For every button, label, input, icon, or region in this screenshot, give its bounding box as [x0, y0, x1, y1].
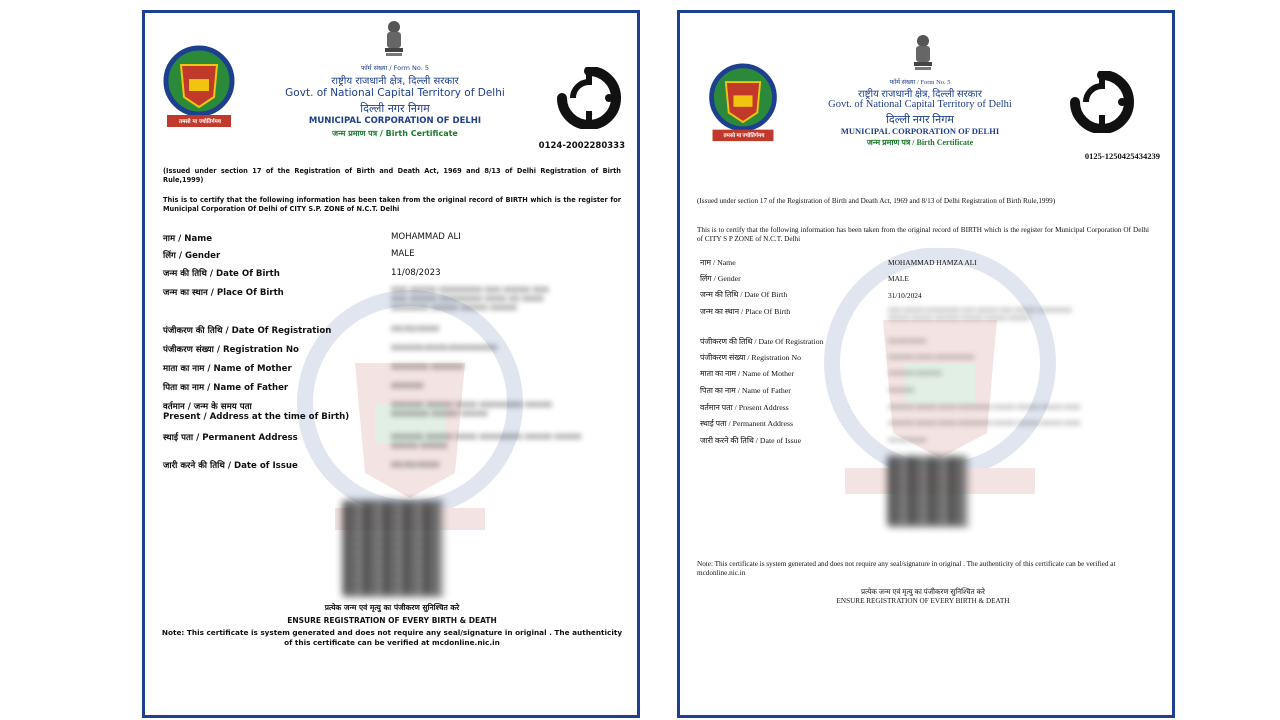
- redacted-father-name: XXXXXX: [888, 388, 914, 394]
- issued-under-text: (Issued under section 17 of the Registration of Birth and Death Act, 1969 and 8/13 of Delhi Registration of Birth Rule,1999): [163, 167, 621, 184]
- authenticity-note: Note: This certificate is system generated and does not require any seal/signature in original . The authenticity of this certificate can be verified at mcdonline.nic.in: [697, 560, 1116, 577]
- corp-hindi: दिल्ली नगर निगम: [360, 102, 430, 115]
- birth-certificate-title: जन्म प्रमाण पत्र / Birth Certificate: [332, 129, 458, 138]
- field-label-father-name: पिता का नाम / Name of Father: [700, 386, 791, 395]
- field-label-registration-no: पंजीकरण संख्या / Registration No: [163, 345, 299, 355]
- corp-english: MUNICIPAL CORPORATION OF DELHI: [840, 126, 1000, 136]
- redacted-mother-name: XXXXXXX XXXXXX: [391, 363, 464, 371]
- redacted-mother-name: XXXXXX XXXXXX: [888, 371, 942, 377]
- certify-text: This is to certify that the following information has been taken from the original record of BIRTH which is the register for Municipal Corporation Of Delhi of CITY S.P. ZONE of N.C.T. Delhi: [163, 196, 621, 213]
- national-emblem-icon: [381, 19, 407, 59]
- redacted-permanent-address: XXXXXX XXXXX XXXX XXXXXXXX XXXXX XXXXX XXXXX XXXXX: [391, 433, 582, 450]
- field-label-permanent-address: स्थाई पता / Permanent Address: [700, 419, 794, 428]
- field-label-date-of-issue: जारी करने की तिथि / Date of Issue: [163, 461, 298, 471]
- certificate-number: 0125-1250425434239: [1084, 151, 1160, 161]
- field-label-father-name: पिता का नाम / Name of Father: [163, 383, 289, 393]
- field-label-name: नाम / Name: [700, 258, 736, 267]
- footer-english: ENSURE REGISTRATION OF EVERY BIRTH & DEATH: [836, 597, 1010, 605]
- field-label-date-of-registration: पंजीकरण की तिथि / Date Of Registration: [700, 337, 824, 346]
- brand-logo-icon: [1066, 71, 1138, 133]
- redacted-registration-no: XXXXXX-XXXX-XXXXXXXXX: [888, 355, 975, 361]
- redacted-permanent-address: XXXXXX XXXXX XXXX XXXXXXXX XXXXX XXXXX XXXXX XXXX: [888, 421, 1081, 427]
- field-value-gender: MALE: [888, 274, 909, 283]
- footer-hindi: प्रत्येक जन्म एवं मृत्यु का पंजीकरण सुनिश्चित करे: [861, 588, 985, 596]
- form-number: फॉर्म संख्या / Form No. 5: [360, 64, 430, 72]
- field-label-date-of-registration: पंजीकरण की तिथि / Date Of Registration: [163, 326, 332, 336]
- brand-logo-icon: [553, 67, 625, 129]
- logo-motto: तमसो मा ज्योतिर्गमय: [178, 119, 221, 125]
- field-label-registration-no: पंजीकरण संख्या / Registration No: [700, 353, 802, 362]
- field-label-name: नाम / Name: [163, 234, 213, 244]
- field-label-present-address-english: Present / Address at the time of Birth): [163, 412, 350, 422]
- logo-motto: तमसो मा ज्योतिर्गमय: [723, 133, 765, 139]
- govt-hindi: राष्ट्रीय राजधानी क्षेत्र, दिल्ली सरकार: [331, 76, 459, 87]
- corp-english: MUNICIPAL CORPORATION OF DELHI: [308, 116, 482, 126]
- redacted-registration-no: XXXXXX-XXXX-XXXXXXXXX: [391, 344, 498, 352]
- field-value-name: MOHAMMAD HAMZA ALI: [888, 258, 977, 267]
- redacted-father-name: XXXXXX: [391, 382, 424, 390]
- field-label-place-of-birth: जन्म का स्थान / Place Of Birth: [163, 288, 284, 298]
- field-label-permanent-address: स्थाई पता / Permanent Address: [163, 433, 298, 443]
- national-emblem-icon: [910, 33, 936, 73]
- redacted-date-of-issue: XX/XX/XXXX: [391, 461, 440, 469]
- redacted-place-of-birth: XXX XXXXX XXXXXXXX XXX XXXXX XXX XXXXX XXXXXXXX XXXXX XXXXX XXXXXX XXXXX XXXXX XXXXX: [888, 308, 1072, 322]
- qr-code: [888, 456, 968, 526]
- govt-english: Govt. of National Capital Territory of Delhi: [828, 99, 1012, 110]
- redacted-place-of-birth: XXX XXXXX XXXXXXXX XXX XXXXX XXX XXX XXXXX XXXXXXXX XXXX XX XXXX XXXXXXX XXXXX XXXXX XXXXX: [391, 286, 549, 312]
- field-value-gender: MALE: [391, 249, 415, 259]
- birth-certificate-title: जन्म प्रमाण पत्र / Birth Certificate: [866, 138, 974, 147]
- field-value-name: MOHAMMAD ALI: [391, 232, 461, 242]
- issued-under-text: (Issued under section 17 of the Registration of Birth and Death Act, 1969 and 8/13 of Delhi Registration of Birth Rule,1999): [697, 197, 1056, 205]
- redacted-date-of-registration: XX/XX/XXXX: [888, 339, 926, 345]
- corp-hindi: दिल्ली नगर निगम: [886, 114, 954, 126]
- field-label-gender: लिंग / Gender: [700, 274, 741, 283]
- field-label-date-of-issue: जारी करने की तिथि / Date of Issue: [700, 436, 802, 445]
- field-label-dob: जन्म की तिथि / Date Of Birth: [163, 269, 280, 279]
- footer-hindi: प्रत्येक जन्म एवं मृत्यु का पंजीकरण सुनिश्चित करे: [324, 603, 460, 612]
- govt-english: Govt. of National Capital Territory of Delhi: [285, 87, 505, 99]
- field-label-place-of-birth: जन्म का स्थान / Place Of Birth: [700, 307, 791, 316]
- birth-certificate-2: [677, 10, 1175, 718]
- certify-text: This is to certify that the following information has been taken from the original record of BIRTH which is the register for Municipal Corporation Of Delhi of CITY S P ZONE of N.C.T. Delhi: [697, 226, 1149, 243]
- certificate-number: 0124-2002280333: [538, 141, 625, 151]
- field-label-gender: लिंग / Gender: [163, 251, 221, 261]
- form-number: फॉर्म संख्या / Form No. 5: [889, 79, 951, 86]
- birth-certificate-1: [142, 10, 640, 718]
- redacted-date-of-issue: XX/XX/XXXX: [888, 438, 926, 444]
- field-label-dob: जन्म की तिथि / Date Of Birth: [700, 290, 788, 299]
- qr-code: [343, 501, 443, 596]
- field-value-dob: 31/10/2024: [888, 291, 922, 300]
- redacted-present-address: XXXXXX XXXXX XXXX XXXXXXXX XXXXX XXXXXXX XXXXX XXXXX: [391, 401, 552, 418]
- redacted-present-address: XXXXXX XXXXX XXXX XXXXXXXX XXXXX XXXXX XXXXX XXXX: [888, 405, 1081, 411]
- field-label-present-address: वर्तमान पता / Present Address: [700, 403, 789, 412]
- field-label-present-address-hindi: वर्तमान / जन्म के समय पता: [163, 402, 252, 412]
- footer-english: ENSURE REGISTRATION OF EVERY BIRTH & DEATH: [287, 616, 497, 625]
- redacted-date-of-registration: XX/XX/XXXX: [391, 325, 440, 333]
- govt-hindi: राष्ट्रीय राजधानी क्षेत्र, दिल्ली सरकार: [857, 89, 983, 100]
- field-label-mother-name: माता का नाम / Name of Mother: [700, 369, 795, 378]
- field-value-dob: 11/08/2023: [391, 268, 441, 278]
- authenticity-note: Note: This certificate is system generated and does not require any seal/signature in original . The authenticity of this certificate can be verified at mcdonline.nic.in: [161, 628, 623, 647]
- field-label-mother-name: माता का नाम / Name of Mother: [163, 364, 292, 374]
